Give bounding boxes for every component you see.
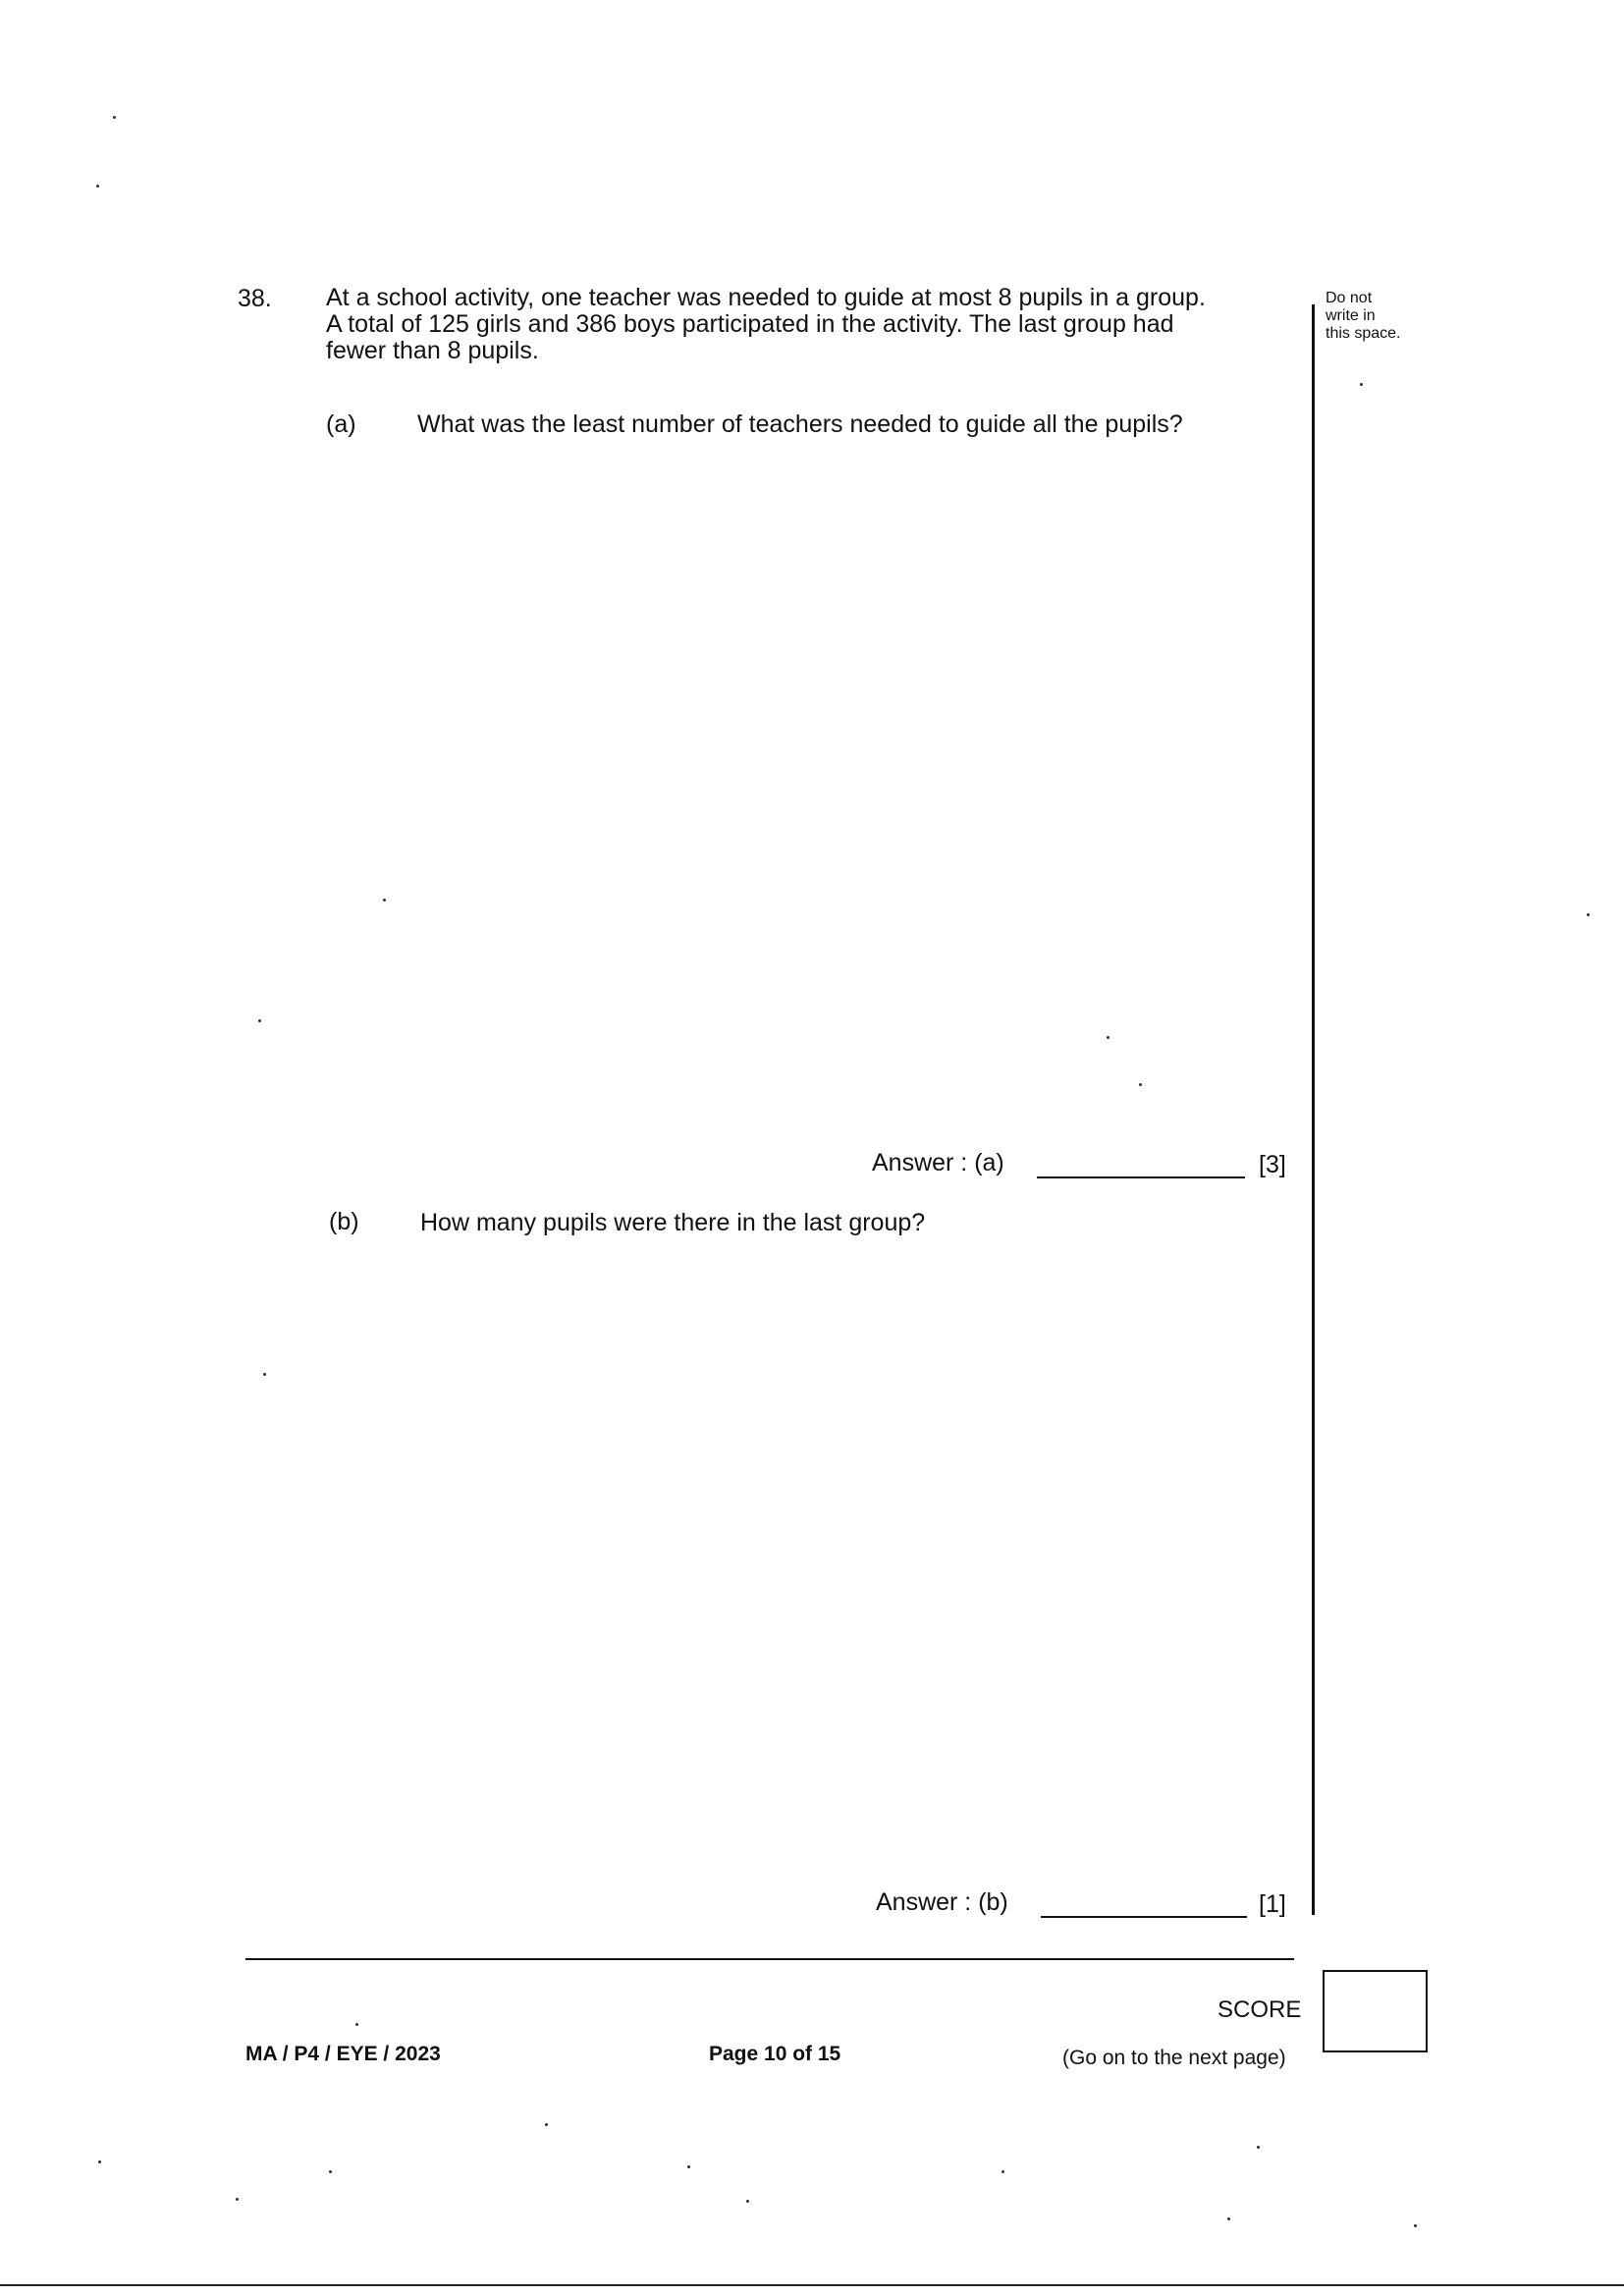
footer-rule xyxy=(245,1958,1294,1960)
answer-b-marks: [1] xyxy=(1259,1890,1286,1918)
question-number: 38. xyxy=(238,285,272,312)
margin-note-line: write in xyxy=(1326,307,1376,324)
scan-speck xyxy=(383,899,386,902)
scan-speck xyxy=(1587,913,1590,916)
scan-speck xyxy=(1139,1083,1142,1086)
scan-speck xyxy=(98,2160,101,2163)
scan-speck xyxy=(355,2023,358,2026)
margin-divider xyxy=(1312,304,1315,1915)
scan-speck xyxy=(1360,383,1363,386)
question-line: A total of 125 girls and 386 boys participated in the activity. The last group had xyxy=(326,310,1174,338)
margin-note-line: this space. xyxy=(1326,325,1401,342)
scan-speck xyxy=(258,1019,261,1022)
scan-speck xyxy=(1107,1036,1110,1039)
answer-a-label: Answer : (a) xyxy=(872,1149,1004,1176)
part-a-label: (a) xyxy=(326,410,356,438)
answer-a-marks: [3] xyxy=(1259,1151,1286,1178)
scan-speck xyxy=(1414,2224,1417,2227)
scan-speck xyxy=(545,2123,548,2126)
question-line: At a school activity, one teacher was needed to guide at most 8 pupils in a group. xyxy=(326,284,1206,311)
scan-speck xyxy=(1227,2217,1230,2220)
working-space-b[interactable] xyxy=(324,1252,1296,1871)
part-b-label: (b) xyxy=(329,1208,359,1235)
margin-note xyxy=(1326,290,1400,343)
scan-speck xyxy=(746,2200,749,2203)
bottom-edge-line xyxy=(0,2284,1624,2286)
scan-speck xyxy=(1001,2170,1004,2173)
scan-speck xyxy=(263,1373,266,1376)
scan-speck xyxy=(1257,2146,1260,2149)
scan-speck xyxy=(113,116,116,119)
question-line: fewer than 8 pupils. xyxy=(326,337,539,364)
question-text xyxy=(326,285,1288,364)
next-page-note: (Go on to the next page) xyxy=(1062,2047,1286,2069)
answer-b-line[interactable] xyxy=(1041,1916,1247,1918)
scan-speck xyxy=(96,185,99,188)
score-box[interactable] xyxy=(1323,1970,1428,2052)
answer-a-line[interactable] xyxy=(1037,1176,1245,1178)
page-number: Page 10 of 15 xyxy=(709,2043,841,2065)
scan-speck xyxy=(329,2170,332,2173)
part-a-question: What was the least number of teachers needed to guide all the pupils? xyxy=(417,410,1183,438)
part-b-question: How many pupils were there in the last group? xyxy=(420,1209,926,1236)
working-space-a[interactable] xyxy=(324,452,1296,1139)
scan-speck xyxy=(687,2165,690,2168)
paper-code: MA / P4 / EYE / 2023 xyxy=(245,2043,441,2065)
margin-note-line: Do not xyxy=(1326,290,1373,306)
scan-speck xyxy=(236,2198,239,2201)
score-label: SCORE xyxy=(1218,1996,1302,2023)
answer-b-label: Answer : (b) xyxy=(876,1888,1008,1916)
